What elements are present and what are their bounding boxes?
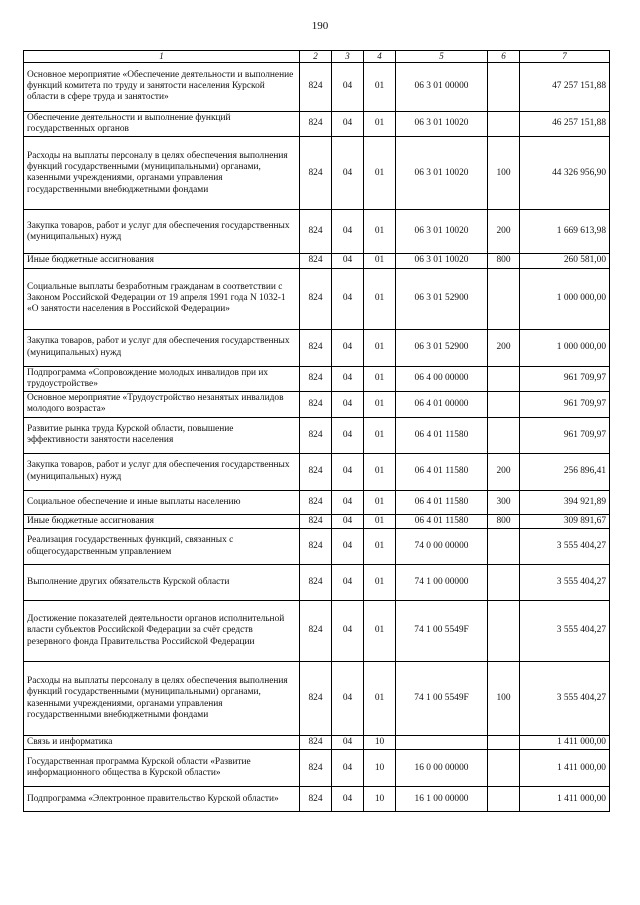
row-subsection-code: 10 bbox=[364, 736, 396, 750]
row-section-code: 04 bbox=[332, 392, 364, 418]
row-expense-type bbox=[488, 417, 520, 453]
row-name: Развитие рынка труда Курской области, повышение эффективности занятости населения bbox=[24, 417, 300, 453]
row-ved-code: 824 bbox=[300, 254, 332, 268]
row-name: Государственная программа Курской области «Развитие информационного общества в Курской области» bbox=[24, 750, 300, 787]
row-target-article: 74 0 00 00000 bbox=[396, 529, 488, 565]
row-amount: 1 000 000,00 bbox=[520, 268, 610, 329]
row-ved-code: 824 bbox=[300, 490, 332, 514]
row-subsection-code: 10 bbox=[364, 750, 396, 787]
row-section-code: 04 bbox=[332, 254, 364, 268]
row-amount: 1 411 000,00 bbox=[520, 736, 610, 750]
row-expense-type bbox=[488, 529, 520, 565]
table-row bbox=[24, 62, 610, 111]
row-expense-type bbox=[488, 565, 520, 601]
row-target-article: 06 3 01 00000 bbox=[396, 62, 488, 111]
table-row bbox=[24, 601, 610, 662]
row-target-article: 06 4 01 00000 bbox=[396, 392, 488, 418]
row-ved-code: 824 bbox=[300, 137, 332, 210]
row-amount: 3 555 404,27 bbox=[520, 662, 610, 736]
row-section-code: 04 bbox=[332, 366, 364, 392]
row-target-article: 06 3 01 10020 bbox=[396, 137, 488, 210]
row-name: Закупка товаров, работ и услуг для обеспечения государственных (муниципальных) нужд bbox=[24, 453, 300, 490]
row-amount: 1 000 000,00 bbox=[520, 329, 610, 366]
row-name: Социальные выплаты безработным гражданам в соответствии с Законом Российской Федерации от 19 апреля 1991 года N 1032-1 «О занятости населения в Российской Федерации» bbox=[24, 268, 300, 329]
row-amount: 256 896,41 bbox=[520, 453, 610, 490]
row-target-article: 06 4 01 11580 bbox=[396, 453, 488, 490]
row-ved-code: 824 bbox=[300, 268, 332, 329]
row-amount: 1 669 613,98 bbox=[520, 210, 610, 254]
row-amount: 961 709,97 bbox=[520, 392, 610, 418]
row-target-article bbox=[396, 736, 488, 750]
row-ved-code: 824 bbox=[300, 210, 332, 254]
row-subsection-code: 01 bbox=[364, 601, 396, 662]
row-name: Достижение показателей деятельности органов исполнительной власти субъектов Российской Федерации за счёт средств резервного фонда Правительства Российской Федерации bbox=[24, 601, 300, 662]
row-section-code: 04 bbox=[332, 210, 364, 254]
row-amount: 961 709,97 bbox=[520, 417, 610, 453]
row-ved-code: 824 bbox=[300, 417, 332, 453]
row-ved-code: 824 bbox=[300, 392, 332, 418]
row-section-code: 04 bbox=[332, 490, 364, 514]
column-header: 5 bbox=[396, 51, 488, 63]
row-ved-code: 824 bbox=[300, 453, 332, 490]
table-row bbox=[24, 392, 610, 418]
row-name: Иные бюджетные ассигнования bbox=[24, 514, 300, 528]
row-subsection-code: 01 bbox=[364, 529, 396, 565]
row-name: Закупка товаров, работ и услуг для обеспечения государственных (муниципальных) нужд bbox=[24, 210, 300, 254]
row-target-article: 74 1 00 00000 bbox=[396, 565, 488, 601]
row-section-code: 04 bbox=[332, 137, 364, 210]
row-target-article: 74 1 00 5549F bbox=[396, 662, 488, 736]
row-subsection-code: 01 bbox=[364, 210, 396, 254]
row-ved-code: 824 bbox=[300, 662, 332, 736]
column-header: 2 bbox=[300, 51, 332, 63]
row-name: Иные бюджетные ассигнования bbox=[24, 254, 300, 268]
row-amount: 3 555 404,27 bbox=[520, 601, 610, 662]
table-row bbox=[24, 565, 610, 601]
row-expense-type: 200 bbox=[488, 210, 520, 254]
row-name: Подпрограмма «Электронное правительство Курской области» bbox=[24, 787, 300, 812]
row-expense-type bbox=[488, 62, 520, 111]
table-row bbox=[24, 750, 610, 787]
row-subsection-code: 01 bbox=[364, 62, 396, 111]
row-ved-code: 824 bbox=[300, 529, 332, 565]
row-target-article: 06 4 01 11580 bbox=[396, 514, 488, 528]
row-target-article: 74 1 00 5549F bbox=[396, 601, 488, 662]
row-section-code: 04 bbox=[332, 750, 364, 787]
table-row bbox=[24, 514, 610, 528]
row-name: Закупка товаров, работ и услуг для обеспечения государственных (муниципальных) нужд bbox=[24, 329, 300, 366]
row-name: Социальное обеспечение и иные выплаты населению bbox=[24, 490, 300, 514]
row-expense-type bbox=[488, 750, 520, 787]
row-subsection-code: 10 bbox=[364, 787, 396, 812]
row-subsection-code: 01 bbox=[364, 137, 396, 210]
row-amount: 1 411 000,00 bbox=[520, 787, 610, 812]
row-section-code: 04 bbox=[332, 662, 364, 736]
row-subsection-code: 01 bbox=[364, 329, 396, 366]
row-subsection-code: 01 bbox=[364, 268, 396, 329]
row-amount: 260 581,00 bbox=[520, 254, 610, 268]
row-expense-type bbox=[488, 268, 520, 329]
row-target-article: 06 4 01 11580 bbox=[396, 417, 488, 453]
row-expense-type: 100 bbox=[488, 662, 520, 736]
row-expense-type: 100 bbox=[488, 137, 520, 210]
table-body bbox=[24, 62, 610, 812]
row-target-article: 06 3 01 52900 bbox=[396, 329, 488, 366]
row-section-code: 04 bbox=[332, 111, 364, 137]
row-ved-code: 824 bbox=[300, 750, 332, 787]
row-subsection-code: 01 bbox=[364, 453, 396, 490]
column-header: 7 bbox=[520, 51, 610, 63]
row-amount: 309 891,67 bbox=[520, 514, 610, 528]
row-section-code: 04 bbox=[332, 514, 364, 528]
row-expense-type bbox=[488, 366, 520, 392]
row-subsection-code: 01 bbox=[364, 417, 396, 453]
row-expense-type bbox=[488, 111, 520, 137]
row-name: Подпрограмма «Сопровождение молодых инвалидов при их трудоустройстве» bbox=[24, 366, 300, 392]
row-ved-code: 824 bbox=[300, 601, 332, 662]
row-ved-code: 824 bbox=[300, 111, 332, 137]
table-row bbox=[24, 529, 610, 565]
row-section-code: 04 bbox=[332, 329, 364, 366]
row-name: Выполнение других обязательств Курской области bbox=[24, 565, 300, 601]
row-expense-type bbox=[488, 601, 520, 662]
table-row bbox=[24, 366, 610, 392]
row-target-article: 06 3 01 10020 bbox=[396, 111, 488, 137]
row-subsection-code: 01 bbox=[364, 490, 396, 514]
row-ved-code: 824 bbox=[300, 62, 332, 111]
column-header: 1 bbox=[24, 51, 300, 63]
table-row bbox=[24, 662, 610, 736]
table-row bbox=[24, 453, 610, 490]
row-target-article: 16 0 00 00000 bbox=[396, 750, 488, 787]
row-ved-code: 824 bbox=[300, 366, 332, 392]
row-target-article: 06 3 01 52900 bbox=[396, 268, 488, 329]
row-expense-type bbox=[488, 392, 520, 418]
row-section-code: 04 bbox=[332, 453, 364, 490]
table-row bbox=[24, 787, 610, 812]
row-name: Расходы на выплаты персоналу в целях обеспечения выполнения функций государственными (муниципальными) органами, казенными учреждениями, органами управления государственными внебюджетными фондами bbox=[24, 137, 300, 210]
row-section-code: 04 bbox=[332, 601, 364, 662]
row-ved-code: 824 bbox=[300, 565, 332, 601]
table-row bbox=[24, 329, 610, 366]
table-row bbox=[24, 210, 610, 254]
row-expense-type: 200 bbox=[488, 453, 520, 490]
row-section-code: 04 bbox=[332, 268, 364, 329]
row-name: Реализация государственных функций, связанных с общегосударственным управлением bbox=[24, 529, 300, 565]
row-subsection-code: 01 bbox=[364, 254, 396, 268]
row-ved-code: 824 bbox=[300, 329, 332, 366]
row-ved-code: 824 bbox=[300, 787, 332, 812]
row-section-code: 04 bbox=[332, 565, 364, 601]
row-ved-code: 824 bbox=[300, 514, 332, 528]
row-target-article: 06 3 01 10020 bbox=[396, 254, 488, 268]
column-header: 6 bbox=[488, 51, 520, 63]
row-section-code: 04 bbox=[332, 787, 364, 812]
row-subsection-code: 01 bbox=[364, 514, 396, 528]
row-section-code: 04 bbox=[332, 736, 364, 750]
row-amount: 3 555 404,27 bbox=[520, 565, 610, 601]
row-expense-type: 200 bbox=[488, 329, 520, 366]
page-number: 190 bbox=[311, 20, 329, 32]
row-expense-type bbox=[488, 736, 520, 750]
row-amount: 46 257 151,88 bbox=[520, 111, 610, 137]
row-target-article: 06 3 01 10020 bbox=[396, 210, 488, 254]
row-name: Связь и информатика bbox=[24, 736, 300, 750]
row-amount: 961 709,97 bbox=[520, 366, 610, 392]
row-section-code: 04 bbox=[332, 62, 364, 111]
row-name: Расходы на выплаты персоналу в целях обеспечения выполнения функций государственными (муниципальными) органами, казенными учреждениями, органами управления государственными внебюджетными фондами bbox=[24, 662, 300, 736]
table-row bbox=[24, 137, 610, 210]
row-expense-type: 800 bbox=[488, 514, 520, 528]
budget-table bbox=[23, 50, 610, 812]
row-name: Обеспечение деятельности и выполнение функций государственных органов bbox=[24, 111, 300, 137]
table-row bbox=[24, 736, 610, 750]
table-header-row bbox=[24, 51, 610, 63]
table-row bbox=[24, 490, 610, 514]
row-subsection-code: 01 bbox=[364, 111, 396, 137]
row-amount: 3 555 404,27 bbox=[520, 529, 610, 565]
row-target-article: 16 1 00 00000 bbox=[396, 787, 488, 812]
row-target-article: 06 4 00 00000 bbox=[396, 366, 488, 392]
row-amount: 44 326 956,90 bbox=[520, 137, 610, 210]
row-subsection-code: 01 bbox=[364, 565, 396, 601]
row-amount: 394 921,89 bbox=[520, 490, 610, 514]
row-amount: 1 411 000,00 bbox=[520, 750, 610, 787]
row-amount: 47 257 151,88 bbox=[520, 62, 610, 111]
row-name: Основное мероприятие «Обеспечение деятельности и выполнение функций комитета по труду и занятости населения Курской области в сфере труда и занятости» bbox=[24, 62, 300, 111]
column-header: 4 bbox=[364, 51, 396, 63]
row-ved-code: 824 bbox=[300, 736, 332, 750]
row-expense-type: 300 bbox=[488, 490, 520, 514]
row-expense-type: 800 bbox=[488, 254, 520, 268]
row-subsection-code: 01 bbox=[364, 662, 396, 736]
row-subsection-code: 01 bbox=[364, 392, 396, 418]
row-expense-type bbox=[488, 787, 520, 812]
row-section-code: 04 bbox=[332, 529, 364, 565]
row-target-article: 06 4 01 11580 bbox=[396, 490, 488, 514]
table-row bbox=[24, 254, 610, 268]
row-name: Основное мероприятие «Трудоустройство незанятых инвалидов молодого возраста» bbox=[24, 392, 300, 418]
row-subsection-code: 01 bbox=[364, 366, 396, 392]
table-row bbox=[24, 417, 610, 453]
row-section-code: 04 bbox=[332, 417, 364, 453]
table-row bbox=[24, 111, 610, 137]
column-header: 3 bbox=[332, 51, 364, 63]
table-row bbox=[24, 268, 610, 329]
